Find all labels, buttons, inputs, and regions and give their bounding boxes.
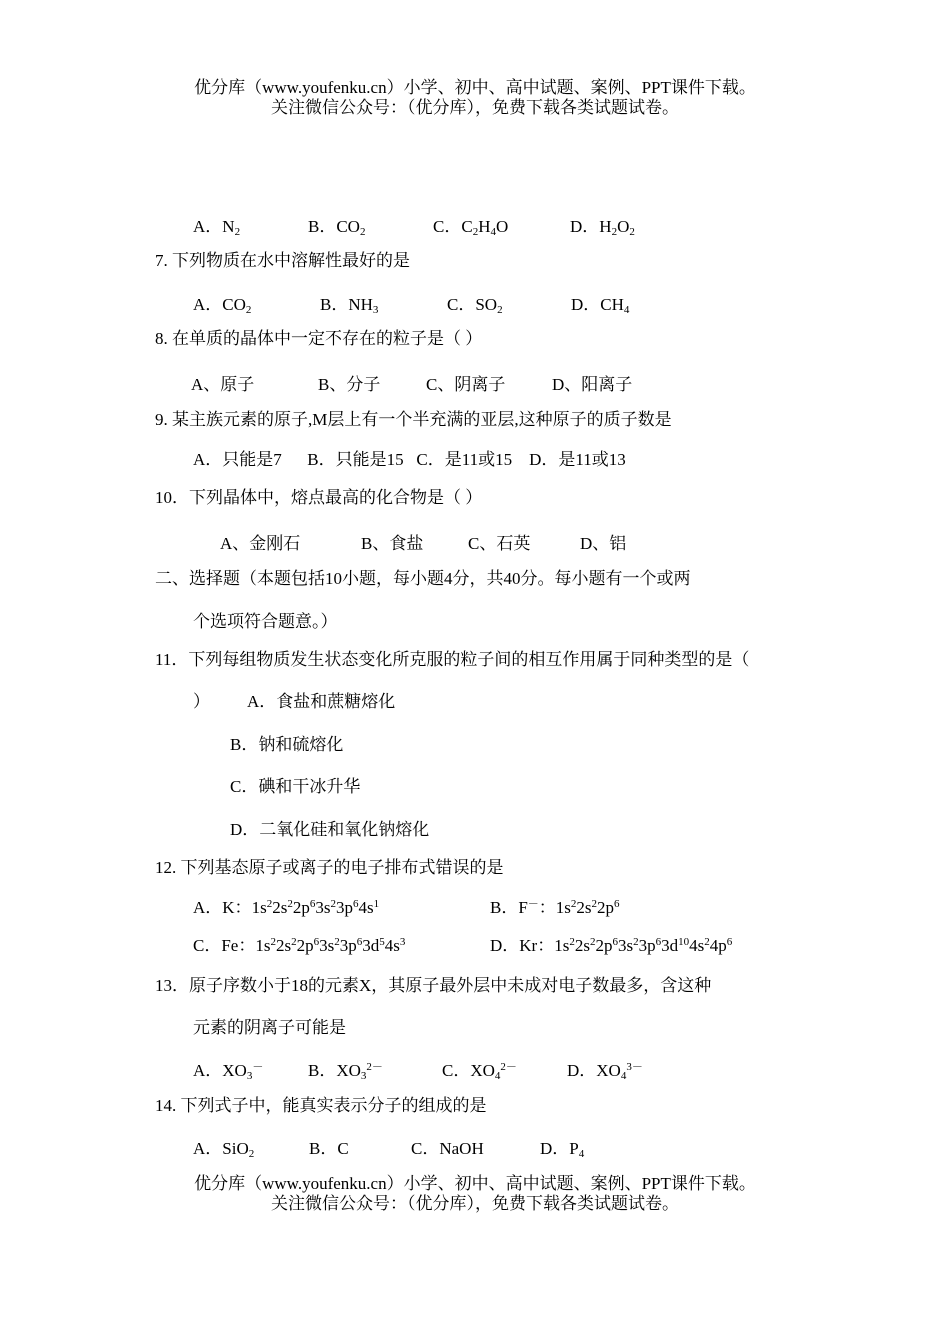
q14-option-d: D．$P_4$ [540,1139,585,1160]
q8-option-a: A、原子 [191,375,255,394]
question-8-stem: 8. 在单质的晶体中一定不存在的粒子是（ ） [155,329,483,348]
q11-option-c: C．碘和干冰升华 [230,777,361,796]
question-11-stem-end: ） [193,692,210,711]
question-12-stem: 12. 下列基态原子或离子的电子排布式错误的是 [155,858,504,877]
q10-option-a: A、金刚石 [220,534,301,553]
q8-option-d: D、阳离子 [552,375,633,394]
q12-option-b: B．F－：$1s^22s^22p^6$ [490,898,620,917]
q13-option-c: C．$XO_4^{2-}$ [442,1061,517,1082]
q6-option-d: D．$H_2O_2$ [570,217,635,238]
q7-option-c: C．$SO_2$ [447,295,503,316]
q14-option-b: B．C [309,1139,349,1158]
q11-option-d: D．二氧化硅和氧化钠熔化 [230,820,430,839]
question-14-stem: 14. 下列式子中，能真实表示分子的组成的是 [155,1096,487,1115]
footer-line-1: 优分库（www.youfenku.cn）小学、初中、高中试题、案例、PPT课件下载。 [194,1174,756,1193]
q12-option-c: C．Fe：$1s^22s^22p^63s^23p^63d^54s^3$ [193,936,406,955]
q13-option-a: A．$XO_3^-$ [193,1061,264,1082]
q11-option-a: A．食盐和蔗糖熔化 [247,692,396,711]
footer-line-2: 关注微信公众号：（优分库），免费下载各类试题试卷。 [271,1194,679,1213]
question-9-stem: 9. 某主族元素的原子,M层上有一个半充满的亚层,这种原子的质子数是 [155,410,672,429]
q6-option-b: B．$CO_2$ [308,217,366,238]
q10-option-c: C、石英 [468,534,531,553]
q14-option-c: C．NaOH [411,1139,484,1158]
q6-option-c: C．$C_2H_4O$ [433,217,509,238]
question-9-options: A．只能是7 B．只能是15 C．是11或15 D．是11或13 [193,450,626,469]
question-11-stem: 11．下列每组物质发生状态变化所克服的粒子间的相互作用属于同种类型的是（ [155,650,750,669]
question-13-stem-line-2: 元素的阴离子可能是 [193,1018,346,1037]
section-2-heading-line-1: 二、选择题（本题包括10小题，每小题4分，共40分。每小题有一个或两 [155,569,691,588]
q13-option-b: B．$XO_3^{2-}$ [308,1061,383,1082]
q6-option-a: A．$N_2$ [193,217,241,238]
q14-option-a: A．SiO$_2$ [193,1139,255,1160]
q12-option-a: A．K：$1s^22s^22p^63s^23p^64s^1$ [193,898,380,917]
q7-option-d: D．$CH_4$ [571,295,630,316]
q7-option-a: A．$CO_2$ [193,295,252,316]
question-13-stem-line-1: 13．原子序数小于18的元素X，其原子最外层中未成对电子数最多，含这种 [155,976,712,995]
q8-option-b: B、分子 [318,375,381,394]
question-7-stem: 7. 下列物质在水中溶解性最好的是 [155,251,410,270]
q11-option-b: B．钠和硫熔化 [230,735,344,754]
question-10-stem: 10．下列晶体中，熔点最高的化合物是（ ） [155,488,483,507]
header-line-1: 优分库（www.youfenku.cn）小学、初中、高中试题、案例、PPT课件下载。 [194,78,756,97]
q12-option-d: D．Kr：$1s^22s^22p^63s^23p^63d^{10}4s^24p^6$ [490,936,733,955]
header-line-2: 关注微信公众号：（优分库），免费下载各类试题试卷。 [271,98,679,117]
section-2-heading-line-2: 个选项符合题意。） [193,612,338,631]
q7-option-b: B．$NH_3$ [320,295,379,316]
q10-option-d: D、铝 [580,534,627,553]
q10-option-b: B、食盐 [361,534,424,553]
q13-option-d: D．$XO_4^{3-}$ [567,1061,643,1082]
q8-option-c: C、阴离子 [426,375,506,394]
